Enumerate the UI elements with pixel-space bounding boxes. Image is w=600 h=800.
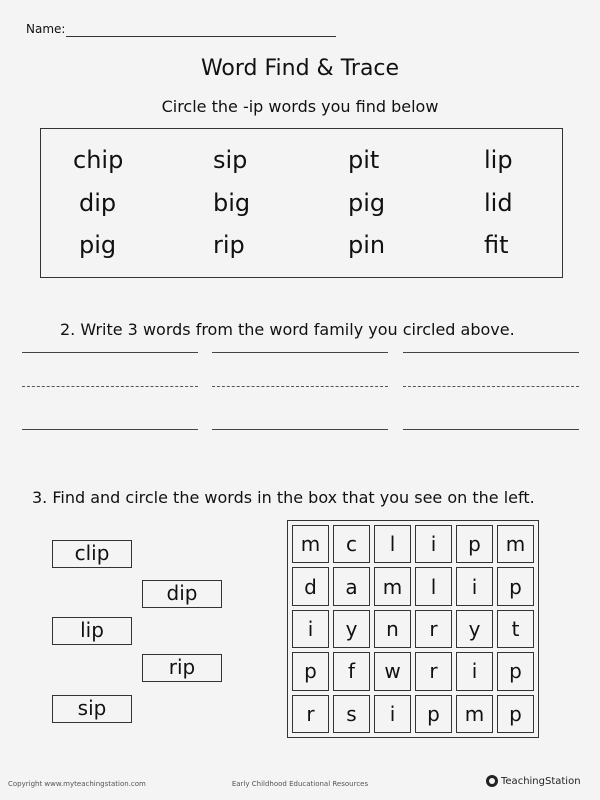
grid-cell[interactable]: i	[374, 695, 411, 733]
grid-cell[interactable]: l	[415, 567, 452, 605]
writing-line-top[interactable]	[22, 352, 198, 353]
grid-cell[interactable]: y	[333, 610, 370, 648]
name-line[interactable]	[66, 36, 336, 37]
grid-cell[interactable]: c	[333, 525, 370, 563]
writing-line-mid	[403, 386, 579, 387]
word-box	[40, 128, 563, 278]
grid-cell[interactable]: m	[497, 525, 534, 563]
word-item[interactable]: fit	[484, 231, 509, 259]
writing-line-top[interactable]	[403, 352, 579, 353]
target-word-box[interactable]: dip	[142, 580, 222, 608]
grid-cell[interactable]: a	[333, 567, 370, 605]
grid-cell[interactable]: i	[456, 567, 493, 605]
letter-grid	[287, 520, 539, 738]
grid-cell[interactable]: p	[497, 652, 534, 690]
writing-line-base[interactable]	[403, 429, 579, 430]
target-word-box[interactable]: rip	[142, 654, 222, 682]
word-item[interactable]: pit	[348, 146, 380, 174]
brand-logo	[486, 775, 581, 787]
grid-cell[interactable]: m	[374, 567, 411, 605]
instruction-find: 3. Find and circle the words in the box that you see on the left.	[32, 488, 535, 507]
footer-copyright: Copyright www.myteachingstation.com	[8, 780, 146, 788]
target-word-box[interactable]: clip	[52, 540, 132, 568]
brand-name: TeachingStation	[501, 775, 581, 787]
grid-cell[interactable]: n	[374, 610, 411, 648]
grid-cell[interactable]: s	[333, 695, 370, 733]
grid-cell[interactable]: r	[292, 695, 329, 733]
grid-cell[interactable]: i	[456, 652, 493, 690]
grid-cell[interactable]: i	[415, 525, 452, 563]
grid-cell[interactable]: i	[292, 610, 329, 648]
instruction-circle: Circle the -ip words you find below	[161, 97, 439, 116]
word-item[interactable]: pig	[79, 231, 117, 259]
grid-cell[interactable]: r	[415, 652, 452, 690]
grid-cell[interactable]: p	[456, 525, 493, 563]
word-item[interactable]: lip	[484, 146, 513, 174]
grid-cell[interactable]: p	[497, 567, 534, 605]
worksheet-title: Word Find & Trace	[200, 56, 400, 81]
grid-cell[interactable]: p	[292, 652, 329, 690]
grid-cell[interactable]: y	[456, 610, 493, 648]
grid-cell[interactable]: w	[374, 652, 411, 690]
grid-cell[interactable]: d	[292, 567, 329, 605]
name-label: Name:	[26, 22, 66, 36]
writing-line-base[interactable]	[212, 429, 388, 430]
word-item[interactable]: chip	[73, 146, 124, 174]
teachingstation-logo-icon	[486, 775, 498, 787]
grid-cell[interactable]: r	[415, 610, 452, 648]
grid-cell[interactable]: t	[497, 610, 534, 648]
grid-cell[interactable]: p	[497, 695, 534, 733]
grid-cell[interactable]: l	[374, 525, 411, 563]
word-item[interactable]: pig	[348, 189, 386, 217]
writing-line-top[interactable]	[212, 352, 388, 353]
target-word-box[interactable]: lip	[52, 617, 132, 645]
word-item[interactable]: big	[213, 189, 251, 217]
grid-cell[interactable]: f	[333, 652, 370, 690]
word-item[interactable]: sip	[213, 146, 248, 174]
instruction-write: 2. Write 3 words from the word family you circled above.	[60, 320, 515, 339]
word-item[interactable]: rip	[213, 231, 245, 259]
writing-line-mid	[22, 386, 198, 387]
footer-tagline: Early Childhood Educational Resources	[231, 780, 369, 788]
word-item[interactable]: pin	[348, 231, 386, 259]
word-item[interactable]: dip	[79, 189, 117, 217]
word-item[interactable]: lid	[484, 189, 513, 217]
writing-line-base[interactable]	[22, 429, 198, 430]
writing-line-mid	[212, 386, 388, 387]
grid-cell[interactable]: m	[292, 525, 329, 563]
grid-cell[interactable]: m	[456, 695, 493, 733]
target-word-box[interactable]: sip	[52, 695, 132, 723]
grid-cell[interactable]: p	[415, 695, 452, 733]
